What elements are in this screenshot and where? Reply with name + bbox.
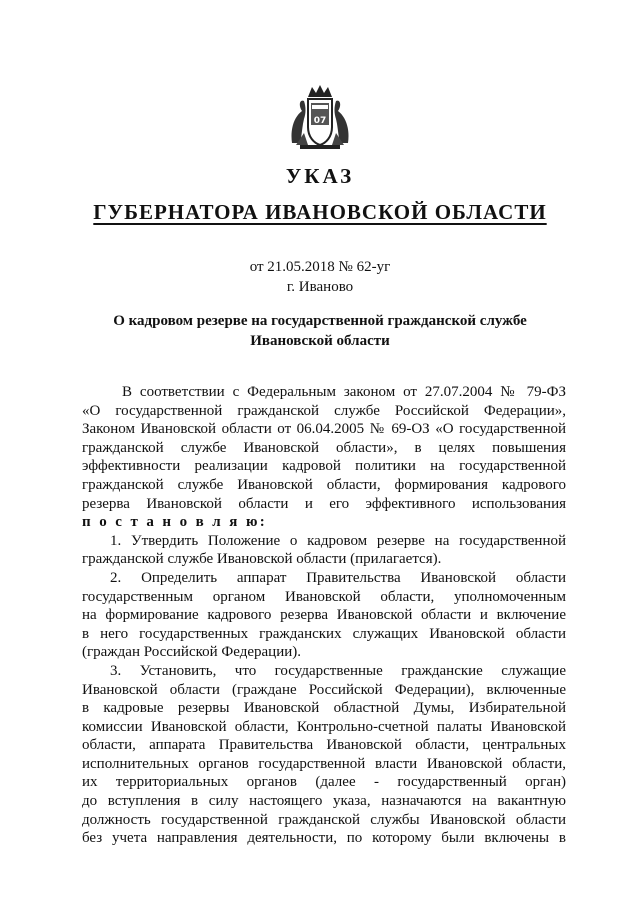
- body-line: гражданской службе Ивановской области (прилагается).: [82, 551, 442, 568]
- date-number: от 21.05.2018 № 62-уг: [249, 259, 391, 275]
- decree-body: [82, 383, 566, 848]
- decree-word: п о с т а н о в л я ю:: [82, 514, 268, 531]
- body-line: исполнительных органов государственной власти Ивановской области,: [82, 755, 566, 772]
- coat-of-arms-icon: [288, 83, 352, 151]
- body-line: в него государственных гражданских служащих Ивановской области: [82, 625, 566, 642]
- body-line: до вступления в силу настоящего указа, назначаются на вакантную: [82, 793, 566, 810]
- body-line: эффективности реализации кадровой политики на государственной: [82, 458, 566, 475]
- body-line: В соответствии с Федеральным законом от 27.07.2004 № 79-ФЗ: [122, 384, 566, 400]
- issuer-title: ГУБЕРНАТОРА ИВАНОВСКОЙ ОБЛАСТИ: [93, 200, 547, 224]
- body-line: «О государственной гражданской службе Российской Федерации»,: [82, 402, 566, 419]
- body-line: в кадровые резервы Ивановской областной Думы, Избирательной: [82, 700, 566, 717]
- body-line: 1. Утвердить Положение о кадровом резерве на государственной: [110, 532, 566, 549]
- body-line: области, аппарата Правительства Ивановской области, центральных: [82, 737, 566, 754]
- body-line: Ивановской области (граждане Российской Федерации), включенные: [82, 681, 566, 698]
- body-line: гражданской службе Ивановской области, формирования кадрового: [82, 476, 566, 493]
- body-line: должность государственной гражданской службы Ивановской области: [82, 811, 566, 828]
- city: г. Иваново: [286, 279, 354, 295]
- emblem-number: 07: [313, 116, 327, 126]
- body-line: комиссии Ивановской области, Контрольно-счетной палаты Ивановской: [82, 718, 566, 735]
- body-line: без учета направления деятельности, по которому были включены в: [82, 830, 566, 847]
- subject-line: О кадровом резерве на государственной гражданской службе: [113, 313, 527, 329]
- body-line: 2. Определить аппарат Правительства Ивановской области: [110, 569, 566, 586]
- doc-type-title: УКАЗ: [285, 164, 355, 188]
- body-line: Законом Ивановской области от 06.04.2005 № 69-ОЗ «О государственной: [82, 421, 566, 438]
- body-line: на формирование кадрового резерва Ивановской области и включение: [82, 607, 566, 624]
- body-line: резерва Ивановской области и его эффективного использования: [82, 495, 566, 512]
- decree-subject: [0, 311, 640, 351]
- body-line: (граждан Российской Федерации).: [82, 644, 301, 661]
- subject-line: Ивановской области: [250, 333, 390, 349]
- body-line: их территориальных органов (далее - государственный орган): [82, 774, 566, 791]
- body-line: государственным органом Ивановской области, уполномоченным: [82, 588, 566, 605]
- body-line: 3. Установить, что государственные гражданские служащие: [110, 662, 566, 679]
- body-line: гражданской службе Ивановской области», в целях повышения: [82, 439, 566, 456]
